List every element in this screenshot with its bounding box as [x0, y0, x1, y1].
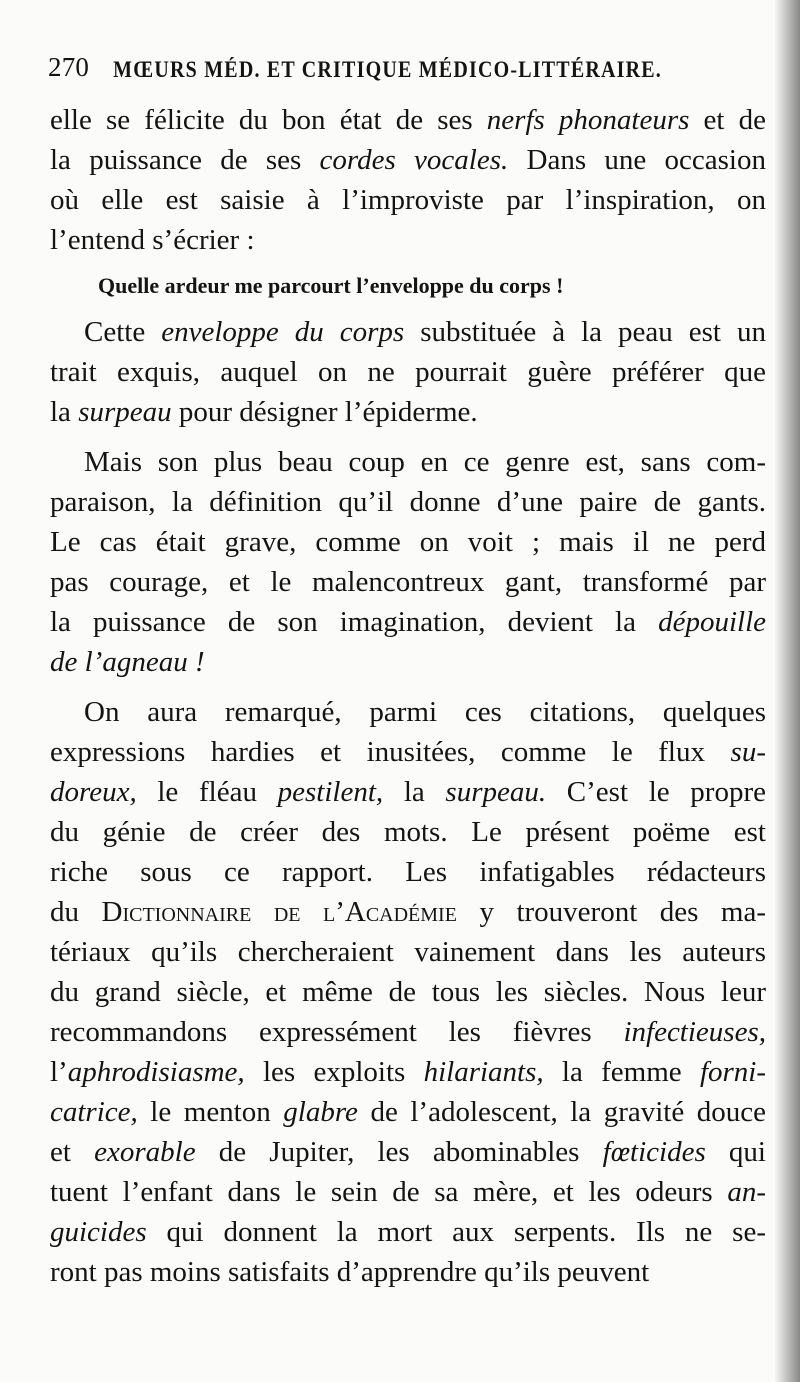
- page-number: 270: [48, 52, 90, 82]
- text-run: l’: [50, 1056, 68, 1088]
- text-run: du grand siècle, et même de tous les siècles. Nous leur: [50, 976, 766, 1008]
- italic-run: surpeau: [78, 396, 172, 428]
- page-edge-shadow: [774, 0, 800, 1382]
- text-run: la puissance de son imagination, devient la: [50, 606, 659, 638]
- text-run: et de: [689, 104, 766, 136]
- text-line: [50, 352, 766, 392]
- text-run: qui donnent la mort aux serpents. Ils ne se-: [146, 1216, 766, 1248]
- text-line: [50, 482, 766, 522]
- italic-run: surpeau.: [445, 776, 547, 808]
- text-run: Cette: [84, 316, 162, 348]
- text-run: l’entend s’écrier :: [50, 224, 255, 256]
- paragraph-gap: [50, 682, 766, 692]
- text-line: [50, 140, 766, 180]
- italic-run: forni-: [699, 1056, 766, 1088]
- text-line: [50, 892, 766, 932]
- text-run: la femme: [543, 1056, 700, 1088]
- text-line: [50, 1052, 766, 1092]
- text-line: [50, 972, 766, 1012]
- text-run: de Jupiter, les abominables: [195, 1136, 603, 1168]
- text-run: Le cas était grave, comme on voit ; mais il ne perd: [50, 526, 766, 558]
- text-run: elle se félicite du bon état de ses: [50, 104, 487, 136]
- italic-run: pestilent,: [277, 776, 384, 808]
- running-head: [48, 52, 738, 88]
- text-line: [50, 1212, 766, 1252]
- paragraph-gap: [50, 432, 766, 442]
- text-run: recommandons expressément les fièvres: [50, 1016, 624, 1048]
- text-run: Dans une occasion: [508, 144, 766, 176]
- text-run: la: [383, 776, 446, 808]
- text-run: qui: [705, 1136, 766, 1168]
- italic-run: dépouille: [658, 606, 766, 638]
- text-run: substituée à la peau est un: [404, 316, 766, 348]
- text-line: [50, 562, 766, 602]
- text-line: [50, 812, 766, 852]
- italic-run: cordes vocales.: [319, 144, 509, 176]
- text-run: les exploits: [244, 1056, 424, 1088]
- text-run: la: [50, 396, 79, 428]
- text-line: [50, 312, 766, 352]
- paragraph: [50, 312, 766, 432]
- text-run: On aura remarqué, parmi ces citations, quelques: [84, 696, 766, 728]
- text-line: [50, 522, 766, 562]
- italic-run: glabre: [283, 1096, 358, 1128]
- text-run: le menton: [137, 1096, 284, 1128]
- italic-run: nerfs phonateurs: [486, 104, 690, 136]
- text-line: [50, 602, 766, 642]
- italic-run: an-: [727, 1176, 766, 1208]
- text-line: [50, 1012, 766, 1052]
- text-line: [50, 1252, 766, 1292]
- verse-quotation: Quelle ardeur me parcourt l’enveloppe du corps !: [98, 273, 564, 298]
- text-run: le fléau: [136, 776, 278, 808]
- italic-run: exorable: [94, 1136, 196, 1168]
- text-run: Mais son plus beau coup en ce genre est, sans com-: [84, 446, 766, 478]
- italic-run: fœticides: [602, 1136, 706, 1168]
- text-run: la puissance de ses: [50, 144, 320, 176]
- text-run: riche sous ce rapport. Les infatigables rédacteurs: [50, 856, 766, 888]
- italic-run: guicides: [50, 1216, 147, 1248]
- paragraph: [50, 442, 766, 682]
- italic-run: hilariants,: [423, 1056, 544, 1088]
- body-text: [50, 100, 766, 1292]
- italic-run: catrice,: [50, 1096, 138, 1128]
- text-run: trait exquis, auquel on ne pourrait guère préférer que: [50, 356, 766, 388]
- text-line: [50, 772, 766, 812]
- text-run: tériaux qu’ils chercheraient vainement dans les auteurs: [50, 936, 766, 968]
- text-run: pas courage, et le malencontreux gant, transformé par: [50, 566, 766, 598]
- text-line: [50, 220, 766, 260]
- text-line: [50, 442, 766, 482]
- text-run: y trouveront des ma-: [456, 896, 767, 928]
- text-run: du: [50, 896, 102, 928]
- italic-run: su-: [730, 736, 766, 768]
- text-line: [50, 692, 766, 732]
- text-line: [50, 392, 766, 432]
- text-run: du génie de créer des mots. Le présent poëme est: [50, 816, 766, 848]
- text-run: expressions hardies et inusitées, comme le flux: [50, 736, 731, 768]
- text-run: où elle est saisie à l’improviste par l’inspiration, on: [50, 184, 766, 216]
- text-line: [50, 732, 766, 772]
- text-run: paraison, la définition qu’il donne d’une paire de gants.: [50, 486, 766, 518]
- italic-run: aphrodisiasme,: [67, 1056, 245, 1088]
- text-run: et: [50, 1136, 95, 1168]
- italic-run: doreux,: [50, 776, 137, 808]
- text-line: [50, 1092, 766, 1132]
- paragraph: [50, 692, 766, 1292]
- italic-run: de l’agneau !: [50, 646, 205, 678]
- paragraph: [50, 100, 766, 260]
- text-run: ront pas moins satisfaits d’apprendre qu’ils peuvent: [50, 1256, 650, 1288]
- text-line: [50, 852, 766, 892]
- text-run: C’est le propre: [546, 776, 766, 808]
- text-line: [50, 1172, 766, 1212]
- text-line: [50, 1132, 766, 1172]
- text-run: de l’adolescent, la gravité douce: [357, 1096, 766, 1128]
- text-line: [50, 180, 766, 220]
- text-run: tuent l’enfant dans le sein de sa mère, et les odeurs: [50, 1176, 728, 1208]
- text-line: [50, 100, 766, 140]
- text-run: pour désigner l’épiderme.: [171, 396, 478, 428]
- text-line: [50, 932, 766, 972]
- text-line: [50, 642, 766, 682]
- small-caps-run: Dictionnaire de l’Académie: [101, 896, 457, 928]
- italic-run: enveloppe du corps: [161, 316, 405, 348]
- italic-run: infectieuses,: [623, 1016, 766, 1048]
- running-title: MŒURS MÉD. ET CRITIQUE MÉDICO-LITTÉRAIRE.: [113, 57, 663, 83]
